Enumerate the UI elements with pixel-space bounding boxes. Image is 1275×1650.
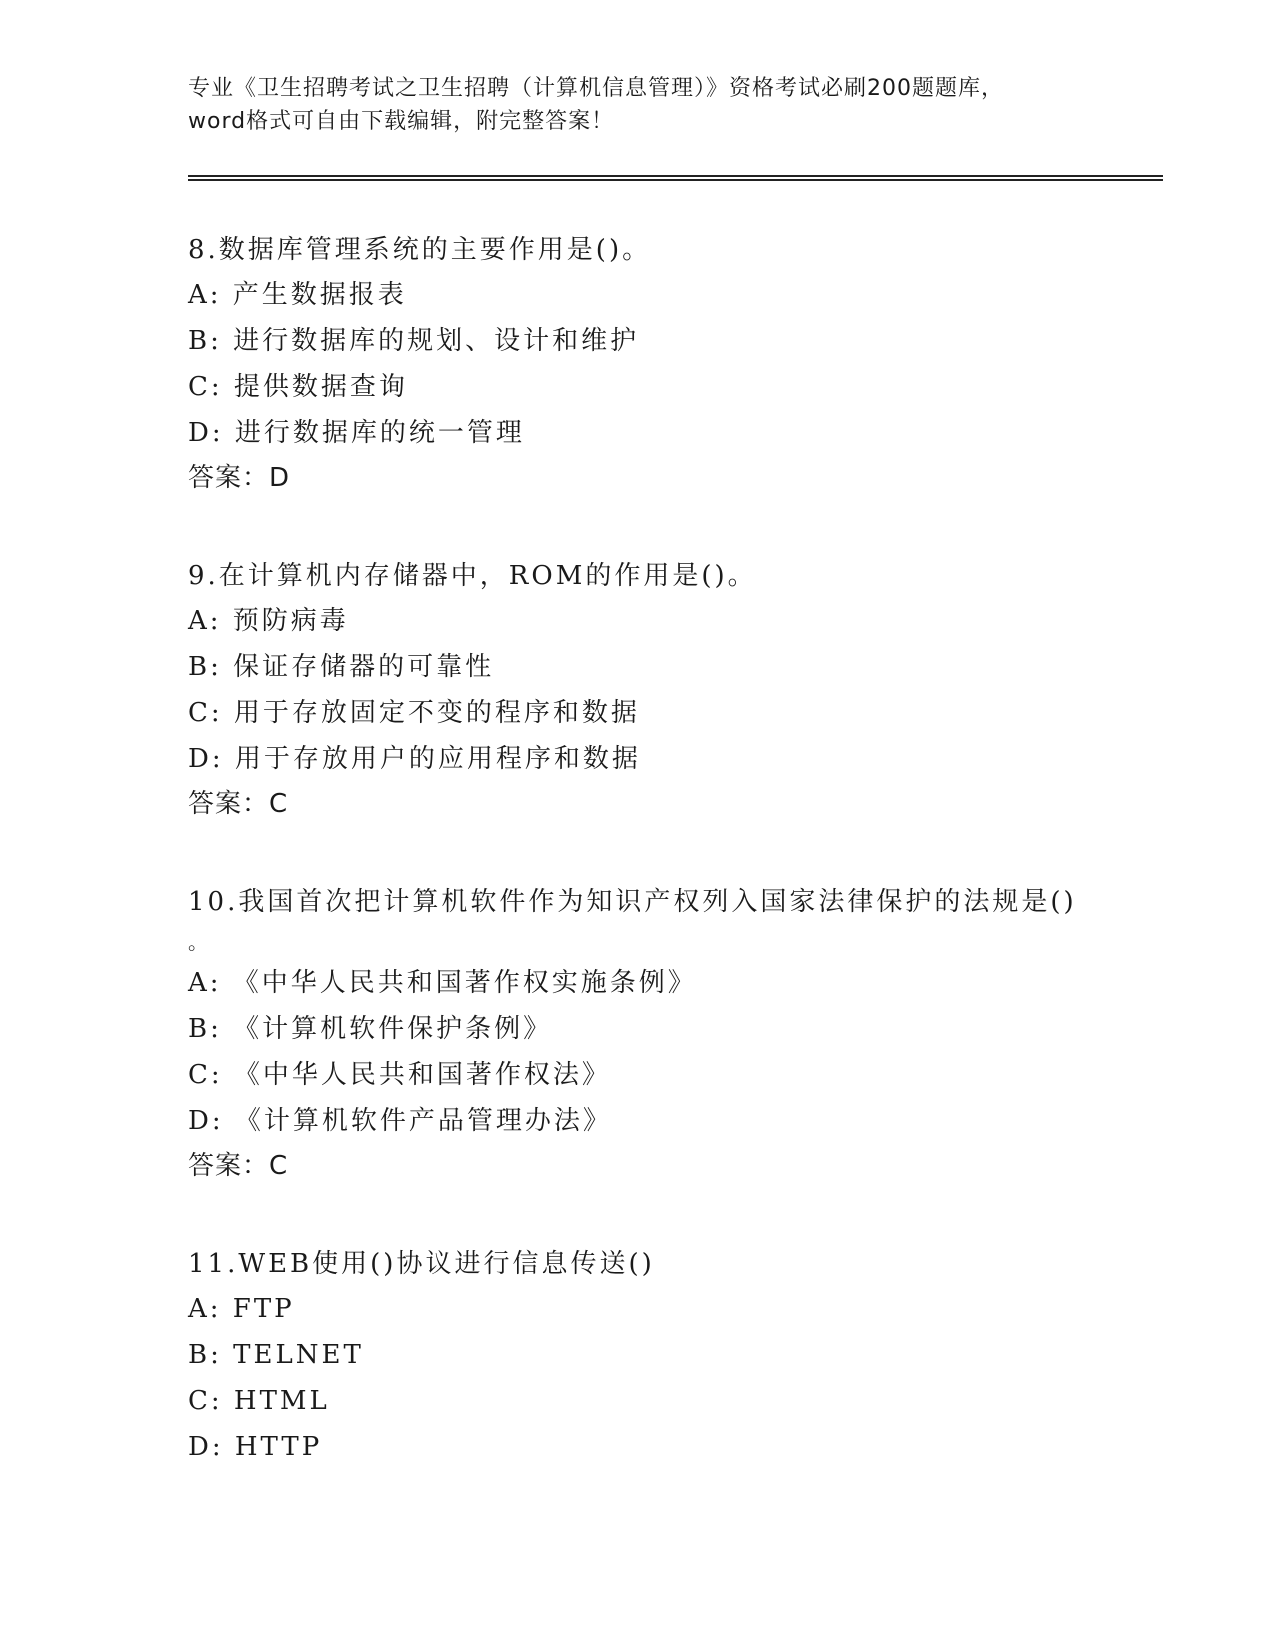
header-line-2: word格式可自由下载编辑，附完整答案！	[188, 109, 615, 134]
document-page	[188, 72, 1163, 1470]
document-header	[188, 72, 1163, 138]
option-d: D: 《计算机软件产品管理办法》	[188, 1106, 612, 1136]
option-d: D: HTTP	[188, 1432, 323, 1462]
question-stem: 11.WEB使用()协议进行信息传送()	[188, 1249, 655, 1279]
question-stem: 10.我国首次把计算机软件作为知识产权列入国家法律保护的法规是()	[188, 887, 1077, 917]
option-d: D: 进行数据库的统一管理	[188, 418, 525, 448]
option-d: D: 用于存放用户的应用程序和数据	[188, 744, 641, 774]
answer-line: 答案：C	[188, 1151, 289, 1181]
header-line-1: 专业《卫生招聘考试之卫生招聘（计算机信息管理）》资格考试必刷200题题库，	[188, 76, 1004, 101]
question-10	[188, 880, 1163, 1188]
option-c: C: HTML	[188, 1386, 330, 1416]
question-stem: 9.在计算机内存储器中，ROM的作用是()。	[188, 561, 757, 591]
question-8	[188, 228, 1163, 500]
option-c: C: 提供数据查询	[188, 372, 408, 402]
option-c: C: 《中华人民共和国著作权法》	[188, 1060, 611, 1090]
option-a: A: FTP	[188, 1294, 295, 1324]
option-b: B: 保证存储器的可靠性	[188, 652, 495, 682]
question-11	[188, 1242, 1163, 1470]
option-b: B: 《计算机软件保护条例》	[188, 1014, 553, 1044]
option-b: B: 进行数据库的规划、设计和维护	[188, 326, 640, 356]
option-a: A: 产生数据报表	[188, 280, 407, 310]
option-a: A: 预防病毒	[188, 606, 349, 636]
answer-line: 答案：C	[188, 789, 289, 819]
option-c: C: 用于存放固定不变的程序和数据	[188, 698, 640, 728]
question-9	[188, 554, 1163, 826]
question-stem: 8.数据库管理系统的主要作用是()。	[188, 235, 652, 265]
header-divider	[188, 175, 1163, 181]
option-a: A: 《中华人民共和国著作权实施条例》	[188, 968, 697, 998]
option-b: B: TELNET	[188, 1340, 364, 1370]
question-stem-continuation: 。	[188, 930, 208, 954]
answer-line: 答案：D	[188, 463, 291, 493]
